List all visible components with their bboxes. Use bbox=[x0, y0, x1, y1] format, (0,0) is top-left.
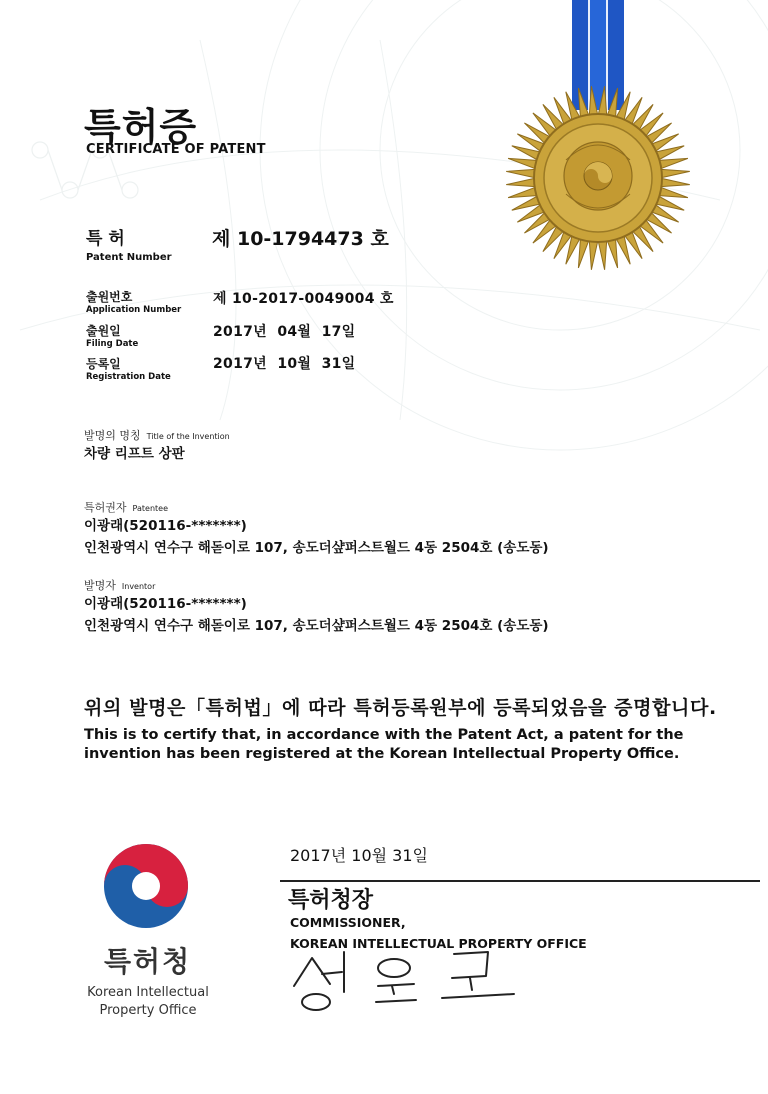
commissioner-signature bbox=[282, 946, 532, 1016]
patentee-label-en: Patentee bbox=[132, 504, 168, 513]
invention-section-label bbox=[84, 424, 230, 443]
registration-date-value: 2017년 10월 31일 bbox=[213, 356, 356, 372]
certification-statement-en: This is to certify that, in accordance with the Patent Act, a patent for the invention has been registered at the Korean Intellectual Property Office. bbox=[84, 727, 684, 762]
commissioner-title-en-line1: COMMISSIONER, bbox=[290, 915, 406, 930]
certificate-title-en: CERTIFICATE OF PATENT bbox=[86, 142, 266, 157]
certification-statement-ko: 위의 발명은「특허법」에 따라 특허등록원부에 등록되었음을 증명합니다. bbox=[84, 697, 717, 719]
application-number-label-en: Application Number bbox=[86, 305, 182, 315]
patent-number-label bbox=[86, 224, 172, 263]
inventor-label-en: Inventor bbox=[121, 582, 156, 591]
kipo-name-en-line2: Property Office bbox=[99, 1003, 197, 1018]
inventor-name: 이광래(520116-*******) bbox=[84, 596, 247, 612]
filing-date-label-en: Filing Date bbox=[86, 339, 139, 349]
inventor-label-ko: 발명자 bbox=[84, 579, 116, 592]
application-number-label bbox=[86, 288, 181, 315]
patent-number-label-ko: 특 허 bbox=[86, 229, 125, 249]
certificate-title-ko: 특허증 bbox=[84, 105, 198, 149]
kipo-name-ko: 특허청 bbox=[104, 945, 192, 978]
inventor-section-label bbox=[84, 574, 155, 593]
kipo-taegeuk-logo bbox=[96, 836, 196, 936]
invention-label-ko: 발명의 명칭 bbox=[84, 429, 141, 442]
application-number-value: 제 10-2017-0049004 호 bbox=[213, 291, 394, 307]
gold-seal-medal bbox=[500, 0, 700, 270]
kipo-name-en-line1: Korean Intellectual bbox=[87, 985, 209, 1000]
commissioner-title-ko: 특허청장 bbox=[288, 888, 374, 913]
patentee-label-ko: 특허권자 bbox=[84, 501, 127, 514]
invention-title: 차량 리프트 상판 bbox=[84, 446, 185, 462]
application-number-label-ko: 출원번호 bbox=[86, 290, 133, 304]
patentee-section-label bbox=[84, 496, 168, 515]
commissioner-divider bbox=[280, 880, 760, 882]
registration-date-label bbox=[86, 355, 171, 382]
commissioner-title-en-line2: KOREAN INTELLECTUAL PROPERTY OFFICE bbox=[290, 936, 587, 951]
patent-number-value: 제 10-1794473 호 bbox=[212, 228, 389, 250]
patent-number-label-en: Patent Number bbox=[86, 252, 172, 263]
registration-date-label-ko: 등록일 bbox=[86, 357, 121, 371]
issue-date: 2017년 10월 31일 bbox=[290, 846, 428, 865]
invention-label-en: Title of the Invention bbox=[146, 432, 230, 441]
filing-date-label bbox=[86, 322, 138, 349]
inventor-address: 인천광역시 연수구 해돋이로 107, 송도더샾퍼스트월드 4동 2504호 (송도동) bbox=[84, 618, 549, 634]
filing-date-label-ko: 출원일 bbox=[86, 324, 121, 338]
kipo-name-en bbox=[78, 984, 218, 1020]
registration-date-label-en: Registration Date bbox=[86, 372, 171, 382]
filing-date-value: 2017년 04월 17일 bbox=[213, 324, 356, 340]
patentee-name: 이광래(520116-*******) bbox=[84, 518, 247, 534]
patentee-address: 인천광역시 연수구 해돋이로 107, 송도더샾퍼스트월드 4동 2504호 (송도동) bbox=[84, 540, 549, 556]
